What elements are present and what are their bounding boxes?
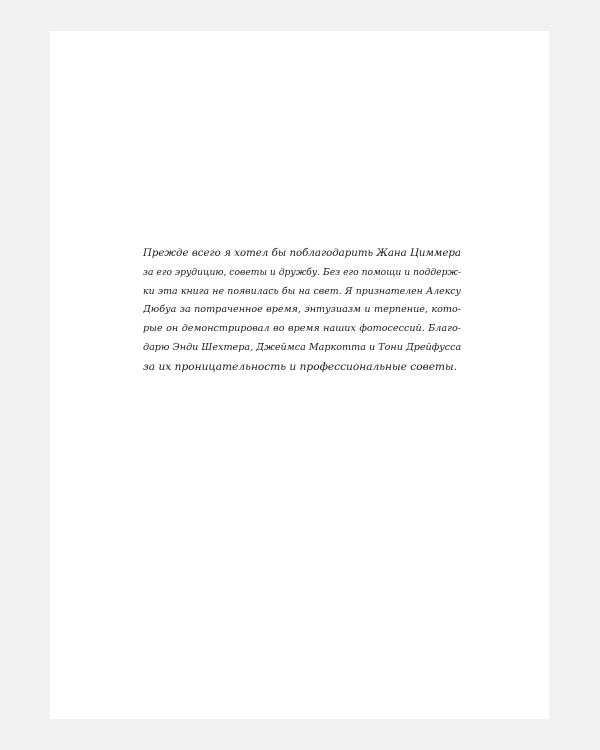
paragraph-line-3: ки эта книга не появилась бы на свет. Я признателен Алексу [143,285,461,297]
paragraph-line-2: за его эрудицию, советы и дружбу. Без его помощи и поддерж- [143,266,461,278]
paragraph-line-6: дарю Энди Шехтера, Джеймса Маркотта и Тони Дрейфусса [143,341,461,353]
paragraph-line-4: Дюбуа за потраченное время, энтузиазм и терпение, кото- [143,304,461,316]
paragraph-line-1: Прежде всего я хотел бы поблагодарить Жана Циммера [143,248,461,259]
acknowledgements-paragraph [143,245,461,377]
document-page [50,31,549,719]
paragraph-line-5: рые он демонстрировал во время наших фотосессий. Благо- [143,323,461,335]
paragraph-line-7: за их проницательность и профессиональные советы. [143,360,458,373]
